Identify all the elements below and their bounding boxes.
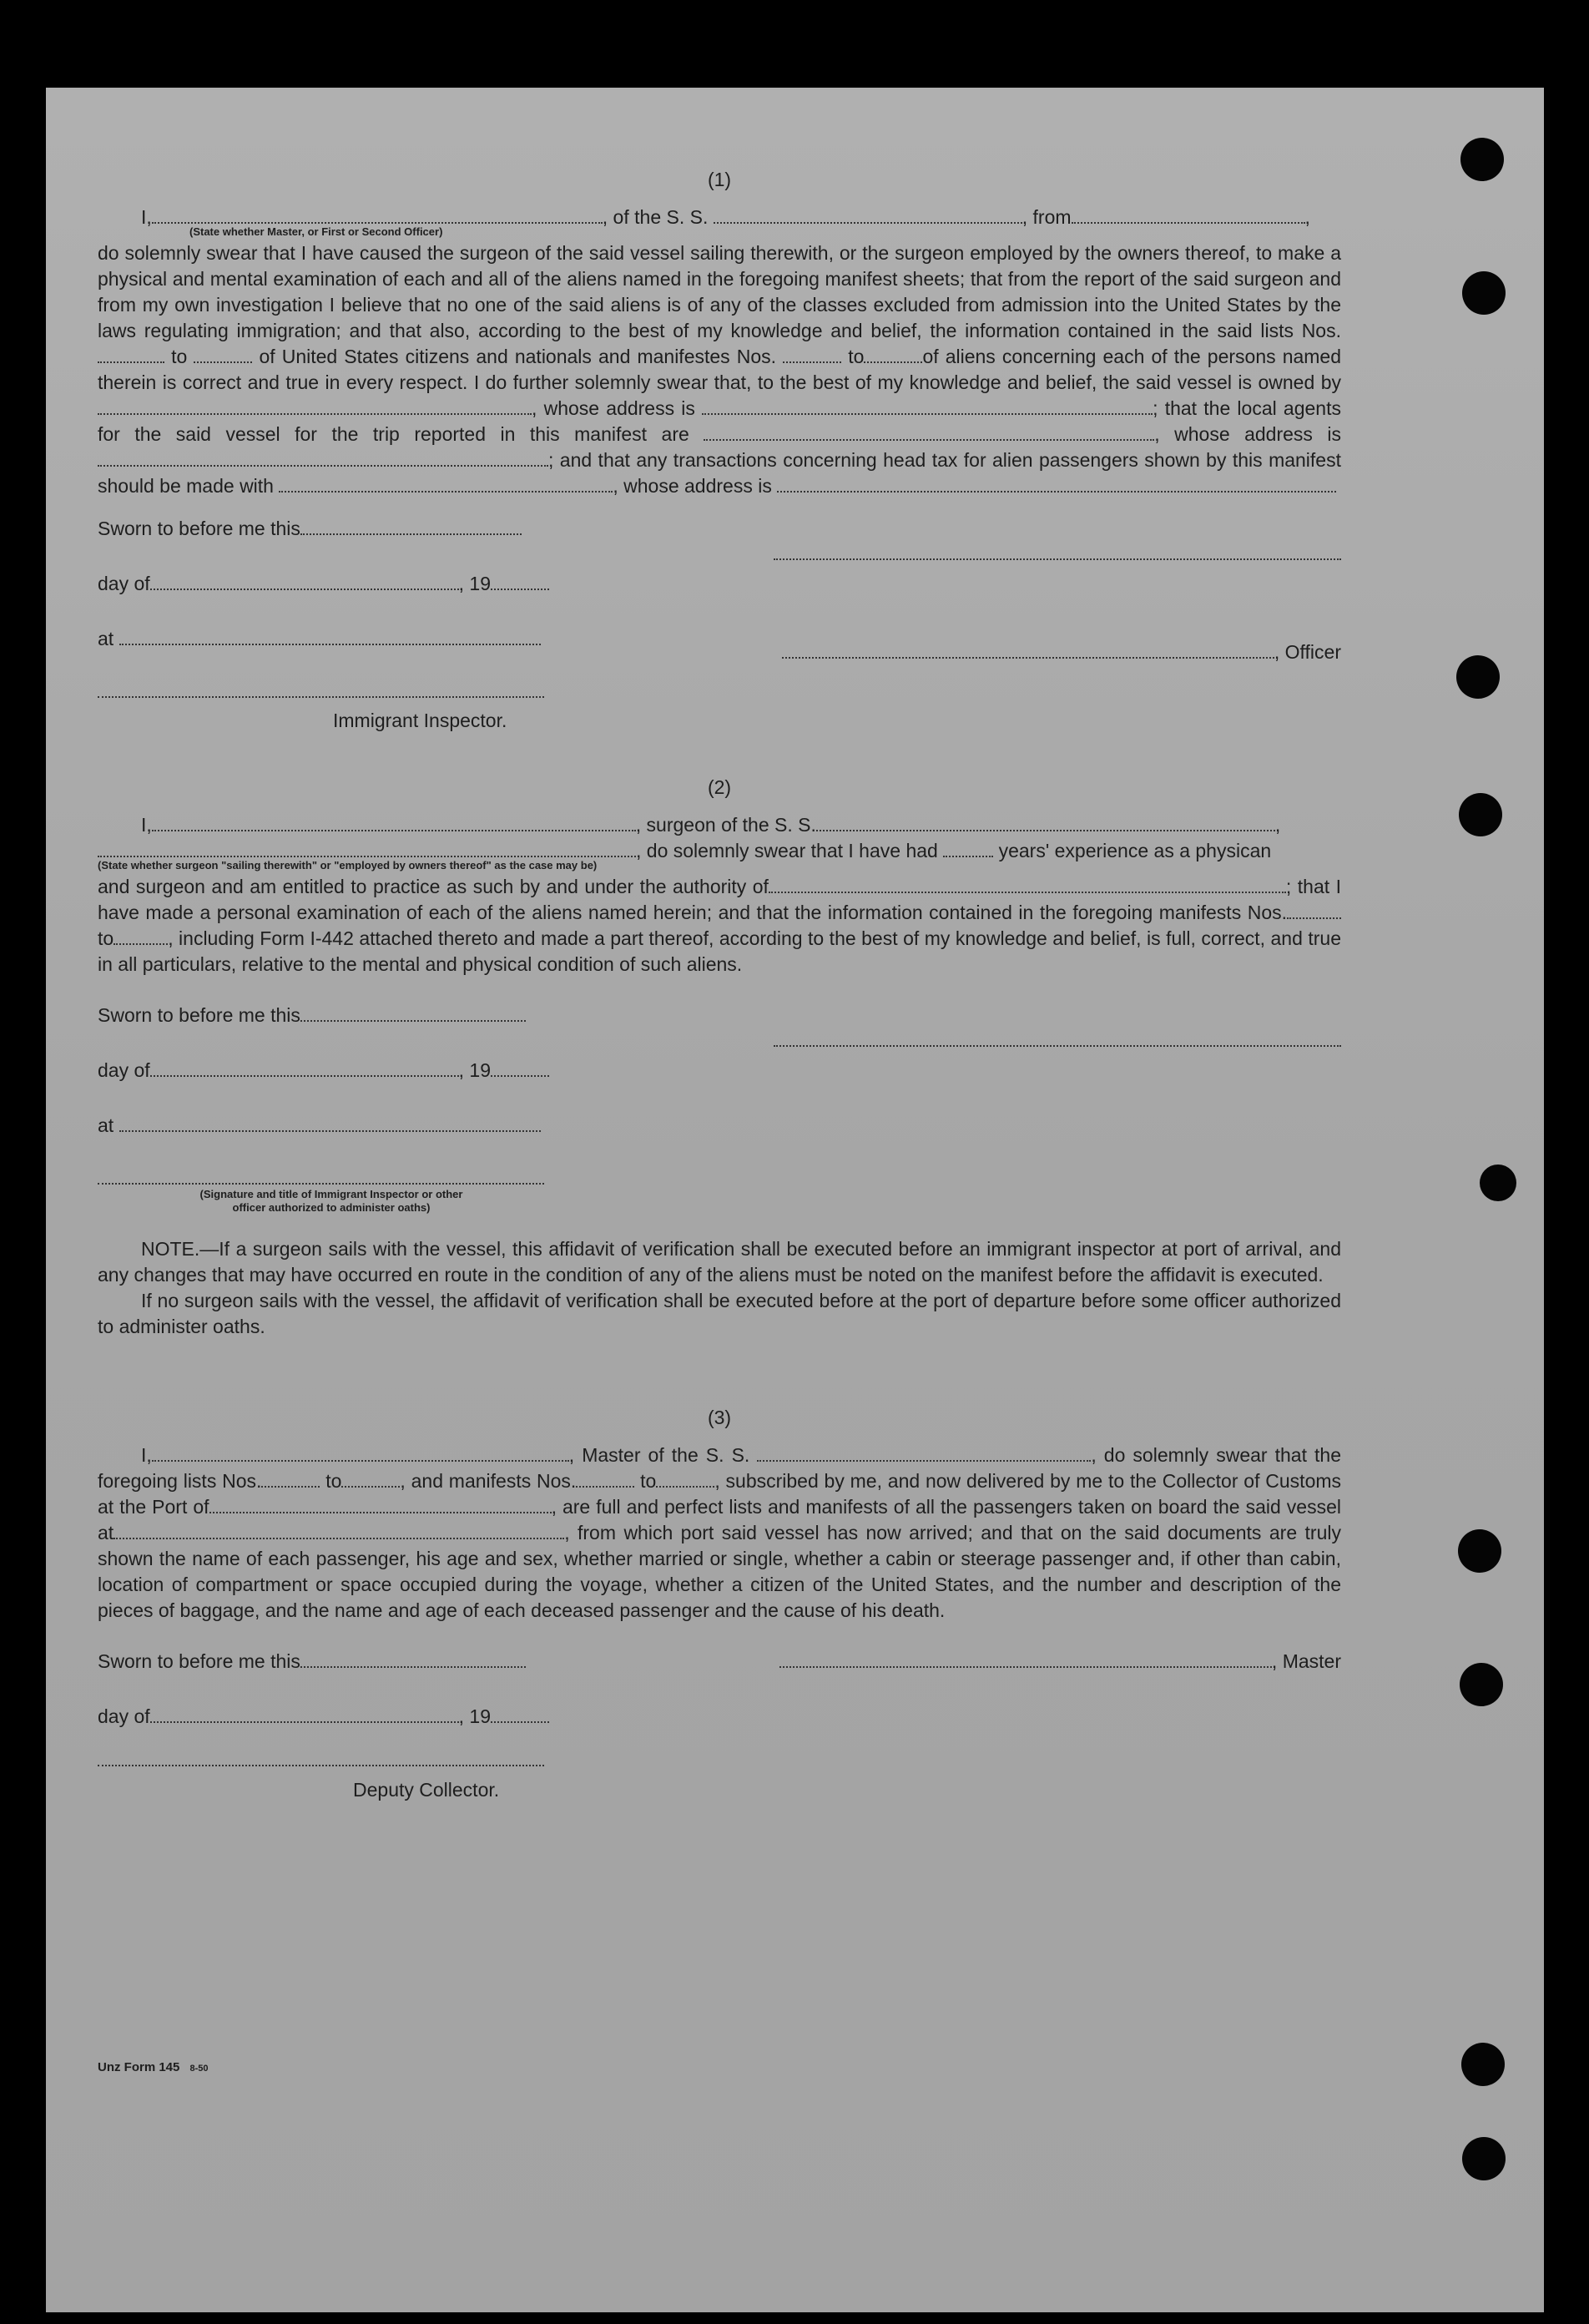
- year-field[interactable]: [491, 573, 549, 590]
- note-text: NOTE.—If a surgeon sails with the vessel, this affidavit of verification shall be executed before an immigrant inspector at port of arrival, and any changes that may have occurred en route in the condition of any of the aliens must be noted on the manifest before the affidavit is executed.: [98, 1238, 1341, 1286]
- signature-note-line: (Signature and title of Immigrant Inspector or other: [199, 1188, 463, 1200]
- deputy-signature-field[interactable]: [98, 1750, 544, 1766]
- surgeon-name-field[interactable]: [152, 815, 636, 831]
- to-label: to: [98, 927, 114, 949]
- years-field[interactable]: [943, 841, 993, 857]
- inspector-label: Immigrant Inspector.: [333, 710, 507, 731]
- binder-hole: [1458, 1529, 1501, 1573]
- vessel-name-field[interactable]: [757, 1445, 1091, 1462]
- inspector-signature-field[interactable]: [98, 681, 544, 698]
- officer-note: (State whether Master, or First or Second Officer): [189, 225, 443, 238]
- surgeon-signature-field[interactable]: [774, 1030, 1341, 1047]
- at-field[interactable]: [119, 1115, 541, 1132]
- citizens-text: of United States citizens and nationals and manifestes Nos.: [259, 346, 777, 367]
- binder-hole: [1461, 2043, 1505, 2086]
- section-1-body: do solemnly swear that I have caused the surgeon of the said vessel sailing therewith, or the surgeon employed by the owners thereof, to make a physical and mental examination of each and all of the aliens named in the foregoing manifest sheets; that from the report of the said surgeon and from my own investigation I believe that no one of the said aliens is of any of the classes excluded from admission into the United States by the laws regulating immigration; and that also, according to the best of my knowledge and belief, the information contained in the said lists Nos. to of United States citizens and nationals and manifestes Nos. to of aliens concerning each of the persons named therein is correct and true in every respect. I do further solemnly swear that, to the best of my knowledge and belief, the said vessel is owned by , whose address is ; that the local agents for the said vessel for the trip reported in this manifest are , whose address is; and that any transactions concerning head tax for alien passengers shown by this manifest should be made with , whose address is: [98, 242, 1342, 497]
- address-label: , whose address is: [1154, 423, 1342, 445]
- day-field[interactable]: [150, 1060, 459, 1077]
- year-field[interactable]: [491, 1060, 549, 1077]
- lists-from-field[interactable]: [98, 346, 164, 363]
- port-field[interactable]: [209, 1497, 552, 1513]
- surgeon-of-ss-label: , surgeon of the S. S.: [635, 814, 816, 836]
- year-label: , 19: [458, 1705, 492, 1727]
- year-field[interactable]: [491, 1706, 549, 1723]
- subscribed-text: , subscribed by me, and now delivered by me to the: [714, 1470, 1157, 1492]
- binder-hole: [1459, 793, 1502, 836]
- lists-to-field[interactable]: [341, 1471, 400, 1488]
- binder-hole: [1456, 655, 1500, 699]
- year-label: , 19: [458, 1059, 492, 1081]
- to-label: to: [171, 346, 188, 367]
- form-content: [98, 167, 1341, 1824]
- body-text: do solemnly swear that I have caused the surgeon of the said vessel sailing therewith, or the surgeon employed by the owners thereof, to make a physical and mental examination of each and all of the aliens named in the foregoing manifest sheets; that from the report of the said surgeon and from my own investigation I believe that no one of the said aliens is of any of the classes excluded from admission into the United States by the laws regulating immigration; and that also, according to the best of my knowledge and belief, the information contained in the said lists Nos.: [98, 242, 1341, 341]
- sworn-label: Sworn to before me this: [98, 1004, 300, 1026]
- from-port-field[interactable]: [1072, 207, 1305, 224]
- surgeon-note: (State whether surgeon "sailing therewith" or "employed by owners thereof" as the case may be): [98, 859, 598, 872]
- form-code: 8-50: [189, 2064, 209, 2074]
- vessel-name-field[interactable]: [714, 207, 1022, 224]
- of-ss-label: , of the S. S.: [602, 206, 709, 228]
- officer-signature-field[interactable]: [774, 543, 1341, 560]
- officer-title-field[interactable]: [782, 642, 1274, 659]
- swear-text: , do solemnly swear that I have had: [636, 840, 938, 861]
- including-text: , including Form I-442 attached thereto and made a part thereof, according to the best of my knowledge and belief, is full, correct, and true in all particulars, relative to the mental and physical condition of such aliens.: [98, 927, 1341, 975]
- oath-start: I,: [141, 814, 152, 836]
- inspector-signature-field[interactable]: [98, 1168, 544, 1185]
- taken-on-board-text: taken on board the said vessel at: [98, 1496, 1341, 1543]
- surgeon-type-field[interactable]: [98, 841, 636, 857]
- local-agents-text: ; that the local agents for the said vessel for the trip reported in this manifest are: [98, 397, 1341, 445]
- to-label: to: [325, 1470, 342, 1492]
- departure-port-field[interactable]: [114, 1523, 564, 1539]
- signature-note: [123, 1188, 540, 1215]
- manifests-to-field[interactable]: [864, 346, 922, 363]
- day-of-label: day of: [98, 1059, 150, 1081]
- swear-text: , do solemnly swear: [1091, 1444, 1268, 1466]
- authority-field[interactable]: [769, 877, 1286, 893]
- section-2-line-1: I, , surgeon of the S. S. ,: [141, 814, 1281, 836]
- collector-text: Collector of Customs at the Port of: [98, 1470, 1342, 1518]
- section-2-number: (2): [707, 776, 732, 798]
- from-label: , from: [1022, 206, 1072, 228]
- sworn-date-field[interactable]: [300, 1005, 526, 1022]
- lists-text: that the foregoing lists Nos.: [98, 1444, 1342, 1492]
- address-label: whose address is: [623, 475, 772, 497]
- officer-label: , Officer: [1274, 641, 1341, 663]
- aliens-text: of aliens concerning each of the persons named therein is correct and true in every respect. I do further solemnly swear that, to the best of my knowledge and belief, the said vessel is owned by: [98, 346, 1342, 393]
- binder-hole: [1460, 1663, 1503, 1706]
- head-tax-text: ; and that any transactions concerning head tax for alien passengers shown by this manifest should be made with: [98, 449, 1341, 497]
- section-3-body: [98, 1442, 1341, 1624]
- owner-address-field[interactable]: [702, 398, 1153, 415]
- sworn-date-field[interactable]: [300, 518, 522, 535]
- note-text: If no surgeon sails with the vessel, the affidavit of verification shall be executed before at the port of departure before some officer authorized to administer oaths.: [98, 1290, 1341, 1337]
- years-text: years' experience as a physican: [998, 840, 1272, 861]
- body-text: that on the said documents are truly shown the name of each passenger, his age and sex, whether married or single, whether a cabin or steerage passenger and, if other than cabin, location of compartment or space occupied during the voyage, whether a citizen of the United States, and the number and description of the pieces of baggage, and the name and age of each deceased passenger and the cause of his death.: [98, 1522, 1341, 1621]
- form-id-footer: [98, 2060, 209, 2074]
- binder-hole: [1462, 271, 1506, 315]
- binder-hole: [1460, 138, 1504, 181]
- head-tax-address-field[interactable]: [777, 476, 1336, 493]
- lists-to-field[interactable]: [194, 346, 252, 363]
- section-1-oath-line: I, , of the S. S. , from ,: [141, 206, 1310, 228]
- manifests-to-field[interactable]: [656, 1471, 714, 1488]
- agents-field[interactable]: [704, 424, 1154, 441]
- manifests-from-field[interactable]: [576, 1471, 634, 1488]
- binder-hole: [1462, 2137, 1506, 2180]
- officer-name-field[interactable]: [152, 207, 603, 224]
- note-paragraph-2: [98, 1288, 1341, 1340]
- owner-field[interactable]: [98, 398, 532, 415]
- examination-text: that I have made a personal examination of each of the aliens named herein; and that the information contained in the foregoing manifests Nos.: [98, 876, 1341, 923]
- binder-hole: [1480, 1165, 1516, 1201]
- section-2-body: and surgeon and am entitled to practice as such by and under the authority of ; that I have made a personal examination of each of the aliens named herein; and that the information contained in the foregoing manifests Nos. to , including Form I-442 attached thereto and made a part thereof, according to the best of my knowledge and belief, is full, correct, and true in all particulars, relative to the mental and physical condition of such aliens.: [98, 876, 1341, 975]
- oath-start: I,: [141, 1444, 152, 1466]
- manifests-text: , and manifests Nos.: [400, 1470, 577, 1492]
- lists-from-field[interactable]: [261, 1471, 320, 1488]
- master-name-field[interactable]: [152, 1445, 569, 1462]
- head-tax-field[interactable]: [279, 476, 613, 493]
- manifests-to-field[interactable]: [114, 928, 168, 945]
- to-label: to: [848, 346, 865, 367]
- practice-text: and surgeon and am entitled to practice as such by and under the authority of: [98, 876, 769, 897]
- section-1-number: (1): [707, 169, 732, 190]
- day-of-label: day of: [98, 573, 150, 594]
- sworn-label: Sworn to before me this: [98, 1650, 300, 1672]
- from-port-text: , from which port said vessel has now arrived; and: [564, 1522, 1013, 1543]
- to-label: to: [640, 1470, 657, 1492]
- master-of-ss-label: , Master of the S. S.: [568, 1444, 750, 1466]
- deputy-label: Deputy Collector.: [353, 1779, 500, 1801]
- signature-note-line: officer authorized to administer oaths): [232, 1201, 431, 1214]
- day-field[interactable]: [150, 573, 459, 590]
- at-field[interactable]: [119, 629, 541, 645]
- agents-address-field[interactable]: [98, 450, 548, 467]
- address-label: , whose address is: [532, 397, 695, 419]
- at-label: at: [98, 628, 114, 649]
- form-id: Unz Form 145: [98, 2060, 180, 2074]
- section-1-signatures: [98, 508, 1341, 750]
- sworn-label: Sworn to before me this: [98, 518, 300, 539]
- at-label: at: [98, 1114, 114, 1136]
- day-field[interactable]: [150, 1706, 459, 1723]
- manifests-from-field[interactable]: [783, 346, 841, 363]
- oath-start: I,: [141, 206, 152, 228]
- day-of-label: day of: [98, 1705, 150, 1727]
- vessel-name-field[interactable]: [816, 815, 1275, 831]
- sworn-date-field[interactable]: [300, 1651, 526, 1668]
- master-signature-field[interactable]: [779, 1651, 1272, 1668]
- master-label: , Master: [1271, 1650, 1341, 1672]
- full-perfect-text: , are full and perfect lists and manifests of all the passengers: [551, 1496, 1072, 1518]
- section-3-number: (3): [707, 1407, 732, 1428]
- year-label: , 19: [458, 573, 492, 594]
- manifests-from-field[interactable]: [1287, 902, 1341, 919]
- section-2-signatures: [98, 994, 1341, 1245]
- section-3-signatures: [98, 1640, 1341, 1824]
